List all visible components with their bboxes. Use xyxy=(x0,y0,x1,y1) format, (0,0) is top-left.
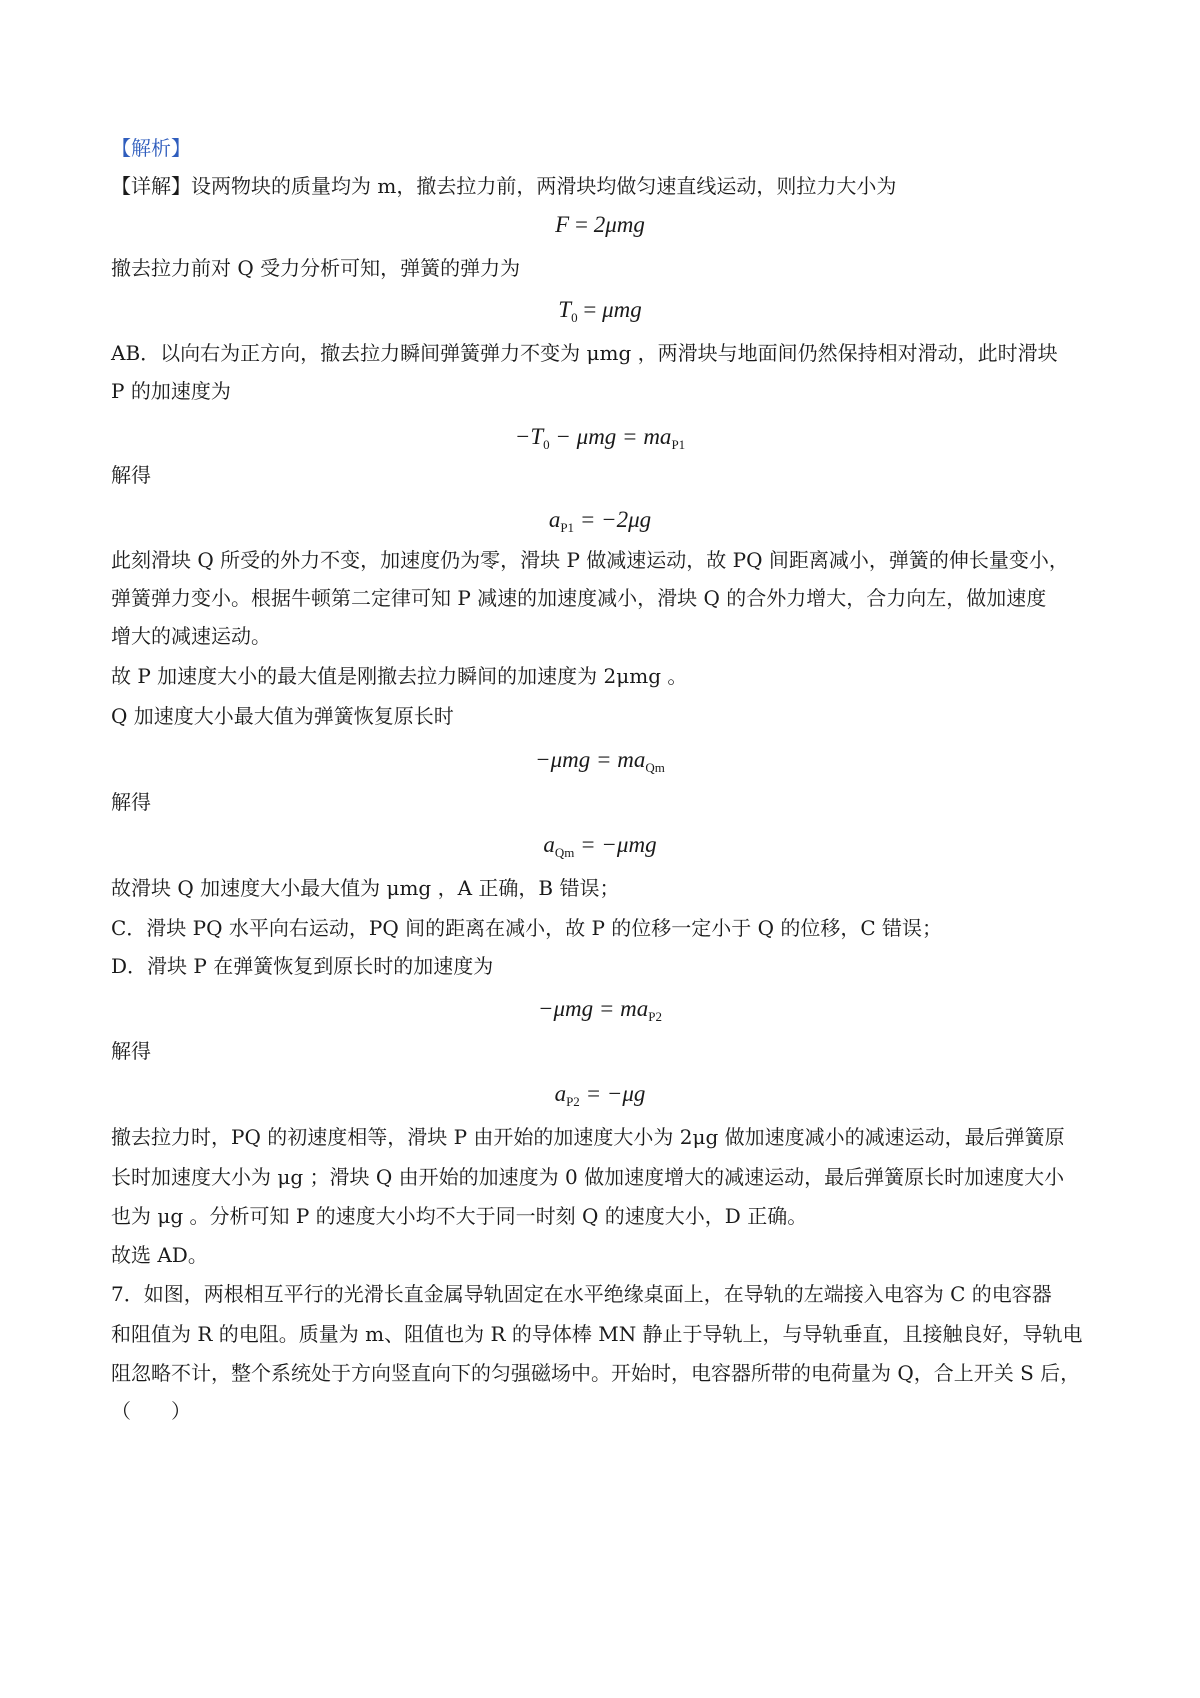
equation-4 xyxy=(0,505,1200,543)
paragraph: P 的加速度为 xyxy=(111,379,231,403)
paragraph: 撤去拉力前对 Q 受力分析可知，弹簧的弹力为 xyxy=(111,256,521,280)
paragraph: D．滑块 P 在弹簧恢复到原长时的加速度为 xyxy=(111,954,494,978)
paragraph: 撤去拉力时，PQ 的初速度相等，滑块 P 由开始的加速度大小为 2μg 做加速度减小的减速运动，最后弹簧原 xyxy=(111,1125,1065,1149)
eq-rhs: = −μmg xyxy=(574,832,657,857)
eq-rhs: 2μmg xyxy=(593,212,645,237)
paragraph: 【详解】设两物块的质量均为 m，撤去拉力前，两滑块均做匀速直线运动，则拉力大小为 xyxy=(111,174,897,198)
eq-rhs: = −μg xyxy=(579,1081,646,1106)
equation-8 xyxy=(0,1079,1200,1117)
paragraph: 解得 xyxy=(111,790,151,814)
question-7-text: 和阻值为 R 的电阻。质量为 m、阻值也为 R 的导体棒 MN 静止于导轨上，与导轨垂直，且接触良好，导轨电 xyxy=(111,1322,1083,1346)
eq-lhs: −T xyxy=(514,424,544,449)
paragraph: AB．以向右为正方向，撤去拉力瞬间弹簧弹力不变为 μmg ，两滑块与地面间仍然保持相对滑动，此时滑块 xyxy=(111,341,1058,365)
paragraph: 故 P 加速度大小的最大值是刚撤去拉力瞬间的加速度为 2μmg 。 xyxy=(111,664,688,688)
paragraph: 长时加速度大小为 μg ；滑块 Q 由开始的加速度为 0 做加速度增大的减速运动，最后弹簧原长时加速度大小 xyxy=(111,1165,1065,1189)
eq-rhs: = −2μg xyxy=(574,507,652,532)
paragraph: 此刻滑块 Q 所受的外力不变，加速度仍为零，滑块 P 做减速运动，故 PQ 间距离减小，弹簧的伸长量变小， xyxy=(111,548,1069,572)
eq-sub: P1 xyxy=(671,437,686,452)
paragraph: 弹簧弹力变小。根据牛顿第二定律可知 P 减速的加速度减小，滑块 Q 的合外力增大，合力向左，做加速度 xyxy=(111,586,1047,610)
eq-lhs: a xyxy=(554,1081,567,1106)
eq-lhs: −μmg = ma xyxy=(535,747,646,772)
eq-sub: 0 xyxy=(571,310,578,325)
paragraph: Q 加速度大小最大值为弹簧恢复原长时 xyxy=(111,704,454,728)
eq-sub: Qm xyxy=(645,760,665,775)
paragraph: 故选 AD。 xyxy=(111,1243,208,1267)
eq-mid: − μmg = ma xyxy=(549,424,672,449)
equation-2: $T_0 = \mu mg$ xyxy=(558,297,642,325)
paragraph: C．滑块 PQ 水平向右运动，PQ 间的距离在减小，故 P 的位移一定小于 Q 的位移，C 错误； xyxy=(111,916,943,940)
eq-sub: P2 xyxy=(648,1009,663,1024)
eq-lhs: T xyxy=(558,297,572,322)
eq-rhs: μmg xyxy=(602,297,642,322)
eq-sub: Qm xyxy=(554,845,575,860)
question-7-text: 阻忽略不计，整个系统处于方向竖直向下的匀强磁场中。开始时，电容器所带的电荷量为 Q，合上开关 S 后， xyxy=(111,1361,1081,1385)
answer-blank: （ ） xyxy=(111,1399,191,1423)
analysis-heading: 【解析】 xyxy=(111,136,191,160)
paragraph: 增大的减速运动。 xyxy=(111,624,271,648)
paragraph: 也为 μg 。分析可知 P 的速度大小均不大于同一时刻 Q 的速度大小，D 正确。 xyxy=(111,1204,808,1228)
eq-lhs: F xyxy=(555,212,570,237)
equation-3 xyxy=(0,422,1200,460)
equation-5 xyxy=(0,745,1200,783)
eq-sub: P1 xyxy=(560,520,575,535)
eq-lhs: a xyxy=(548,507,561,532)
equation-7 xyxy=(0,994,1200,1032)
question-7-text: 7．如图，两根相互平行的光滑长直金属导轨固定在水平绝缘桌面上，在导轨的左端接入电容为 C 的电容器 xyxy=(111,1282,1052,1306)
eq-lhs: −μmg = ma xyxy=(537,996,649,1021)
paragraph: 解得 xyxy=(111,463,151,487)
paragraph: 解得 xyxy=(111,1039,151,1063)
eq-sub: P2 xyxy=(566,1094,580,1109)
equation-6 xyxy=(0,830,1200,868)
paragraph: 故滑块 Q 加速度大小最大值为 μmg ，A 正确，B 错误； xyxy=(111,876,620,900)
equation-1: F = 2μmg xyxy=(555,212,645,237)
eq-lhs: a xyxy=(543,832,555,857)
eq-sub: 0 xyxy=(543,437,550,452)
